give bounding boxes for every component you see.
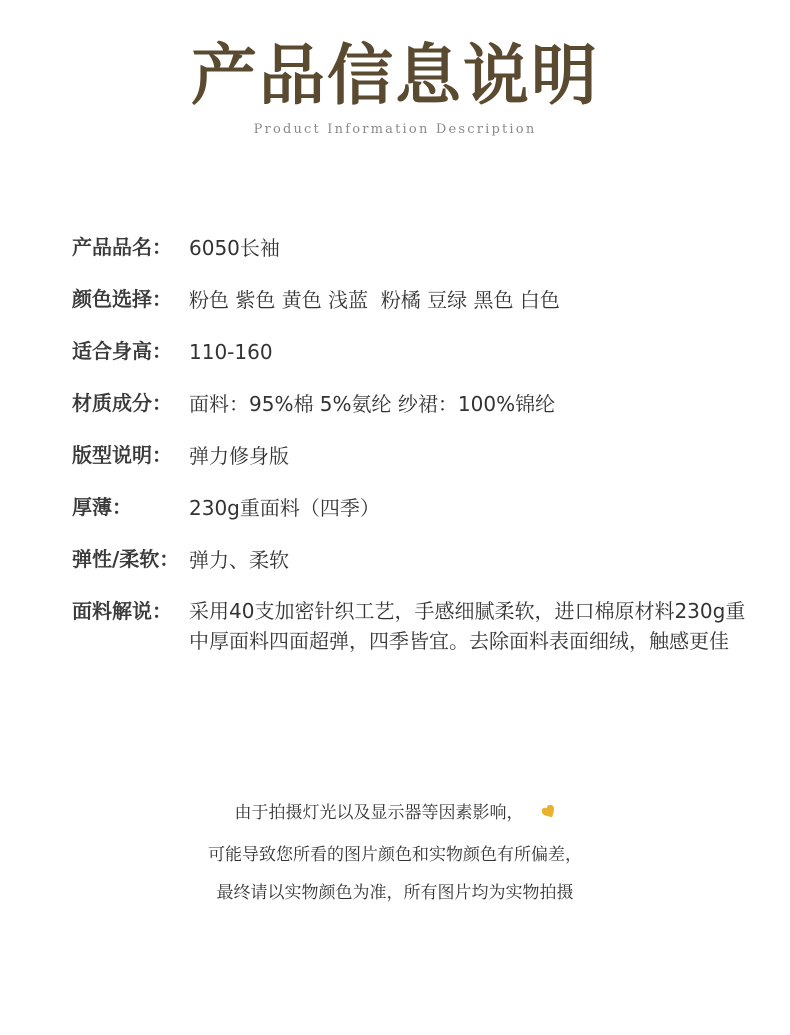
product-spec-list [72,233,762,678]
spec-row-height-range [72,337,762,367]
spec-label: 厚薄： [72,495,132,519]
spec-row-elasticity [72,545,762,575]
spec-label: 材质成分： [72,391,172,415]
spec-value: 弹力、柔软 [189,548,289,572]
spec-label: 产品品名： [72,235,172,259]
spec-label: 版型说明： [72,443,172,467]
spec-row-thickness [72,493,762,523]
notice-line-3: 最终请以实物颜色为准，所有图片均为实物拍摄 [216,883,574,903]
spec-value: 230g重面料（四季） [189,496,380,520]
spec-row-fit [72,441,762,471]
spec-value: 110-160 [189,340,273,364]
spec-value: 6050长袖 [189,236,280,260]
notice-line-1 [0,798,790,823]
spec-value: 面料：95%棉 5%氨纶 纱裙：100%锦纶 [189,392,556,416]
spec-value: 粉色 紫色 黄色 浅蓝 粉橘 豆绿 黑色 白色 [189,288,560,312]
spec-label: 适合身高： [72,339,172,363]
spec-row-material [72,389,762,419]
spec-label: 面料解说： [72,599,172,623]
notice-text: 由于拍摄灯光以及显示器等因素影响， [234,803,524,823]
page-title: 产品信息说明 [191,37,599,114]
notice-line-2: 可能导致您所看的图片颜色和实物颜色有所偏差， [208,845,582,865]
spec-label: 弹性/柔软： [72,547,180,571]
spec-label: 颜色选择： [72,287,172,311]
spec-row-color-options [72,285,762,315]
spec-row-fabric-description [72,597,762,656]
spec-value: 弹力修身版 [189,444,289,468]
spec-value: 采用40支加密针织工艺，手感细腻柔软，进口棉原材料230g重中厚面料四面超弹，四季皆宜。去除面料表面细绒，触感更佳 [189,599,746,653]
page-subtitle: Product Information Description [253,122,537,137]
spec-row-product-name [72,233,762,263]
heart-icon [542,805,556,819]
